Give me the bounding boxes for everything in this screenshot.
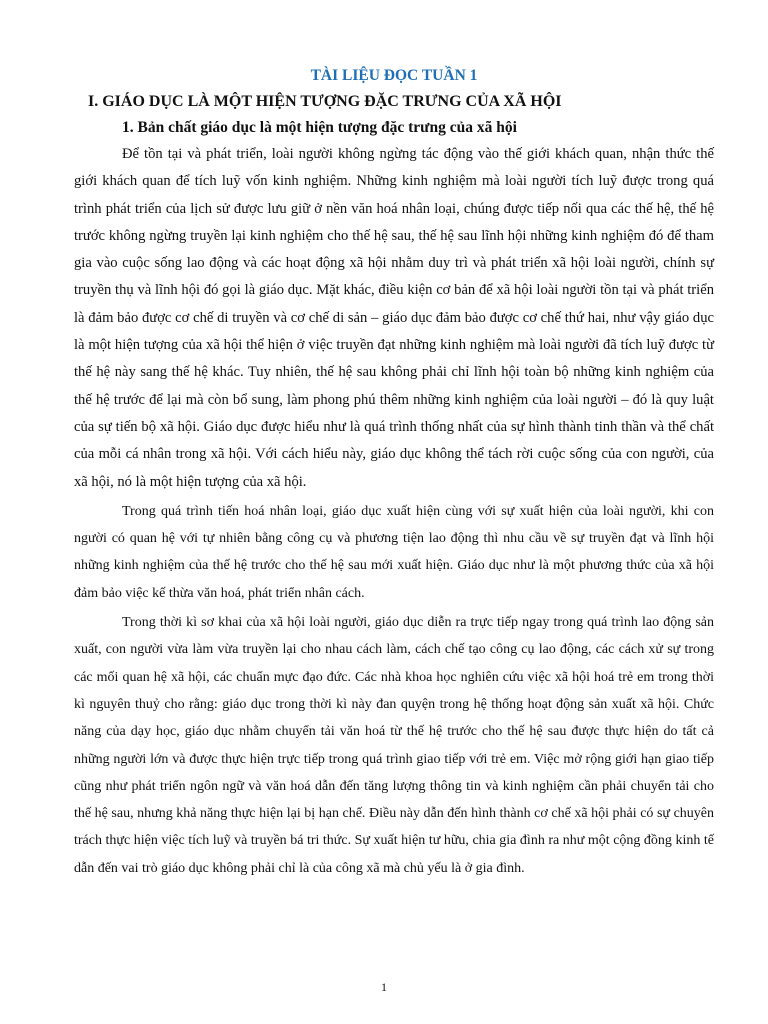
paragraph-3: Trong thời kì sơ khai của xã hội loài người, giáo dục diễn ra trực tiếp ngay trong quá trình lao động sản xuất, con người vừa làm vừa truyền lại cho nhau cách làm, cách chế tạo công cụ lao động, các cách xử sự trong các mối quan hệ xã hội, các chuẩn mực đạo đức. Các nhà khoa học nghiên cứu việc xã hội hoá trẻ em trong thời kì nguyên thuỷ cho rằng: giáo dục trong thời kì này đan quyện trong hệ thống hoạt động sản xuất xã hội. Chức năng của dạy học, giáo dục nhằm chuyển tải văn hoá từ thế hệ trước cho thế hệ sau được thực hiện do tất cả những người lớn và được thực hiện trực tiếp trong quá trình giao tiếp với trẻ em. Việc mở rộng giới hạn giao tiếp cũng như phát triển ngôn ngữ và văn hoá dẫn đến tăng lượng thông tin và kinh nghiệm cần phải chuyển tải cho thế hệ sau, nhưng khả năng thực hiện lại bị hạn chế. Điều này dẫn đến hình thành cơ chế xã hội phải có sự chuyên trách thực hiện việc tích luỹ và truyền bá tri thức. Sự xuất hiện tư hữu, chia gia đình ra như một cộng đồng kinh tế dẫn đến vai trò giáo dục không phải chỉ là của công xã mà chủ yếu là ở gia đình. xyxy=(74,615,714,876)
sub-heading: 1. Bản chất giáo dục là một hiện tượng đặc trưng của xã hội xyxy=(122,119,517,136)
page-number: 1 xyxy=(381,980,387,994)
paragraph-2: Trong quá trình tiến hoá nhân loại, giáo dục xuất hiện cùng với sự xuất hiện của loài người, khi con người có quan hệ với tự nhiên bằng công cụ và phương tiện lao động thì nhu cầu về sự truyền đạt và lĩnh hội những kinh nghiệm của thế hệ trước cho thế hệ sau mới xuất hiện. Giáo dục như là một phương thức của xã hội đảm bảo việc kế thừa văn hoá, phát triển nhân cách. xyxy=(74,503,714,601)
paragraph-1: Để tồn tại và phát triển, loài người không ngừng tác động vào thế giới khách quan, nhận thức thế giới khách quan để tích luỹ vốn kinh nghiệm. Những kinh nghiệm mà loài người tích luỹ được trong quá trình phát triển của lịch sử được lưu giữ ở nền văn hoá nhân loại, chúng được tiếp nối qua các thế hệ, thế hệ trước không ngừng truyền lại kinh nghiệm cho thế hệ sau, thế hệ sau lĩnh hội những kinh nghiệm đó để tham gia vào cuộc sống lao động và các hoạt động xã hội nhằm duy trì và phát triển xã hội loài người, chính sự truyền thụ và lĩnh hội đó gọi là giáo dục. Mặt khác, điều kiện cơ bản để xã hội loài người tồn tại và phát triển là đảm bảo được cơ chế di truyền và cơ chế di sản – giáo dục đảm bảo được cơ chế thứ hai, như vậy giáo dục là một hiện tượng của xã hội thể hiện ở việc truyền đạt những kinh nghiệm mà loài người đã tích luỹ được từ thế hệ này sang thế hệ khác. Tuy nhiên, thế hệ sau không phải chỉ lĩnh hội toàn bộ những kinh nghiệm của thế hệ trước để lại mà còn bổ sung, làm phong phú thêm những kinh nghiệm của loài người – đó là quy luật của sự tiến bộ xã hội. Giáo dục được hiểu như là quá trình thống nhất của sự hình thành tinh thần và thể chất của mỗi cá nhân trong xã hội. Với cách hiểu này, giáo dục không thể tách rời cuộc sống của con người, của xã hội, nó là một hiện tượng của xã hội. xyxy=(74,146,714,490)
document-title: TÀI LIỆU ĐỌC TUẦN 1 xyxy=(310,67,478,84)
section-heading: I. GIÁO DỤC LÀ MỘT HIỆN TƯỢNG ĐẶC TRƯNG CỦA XÃ HỘI xyxy=(88,93,562,110)
